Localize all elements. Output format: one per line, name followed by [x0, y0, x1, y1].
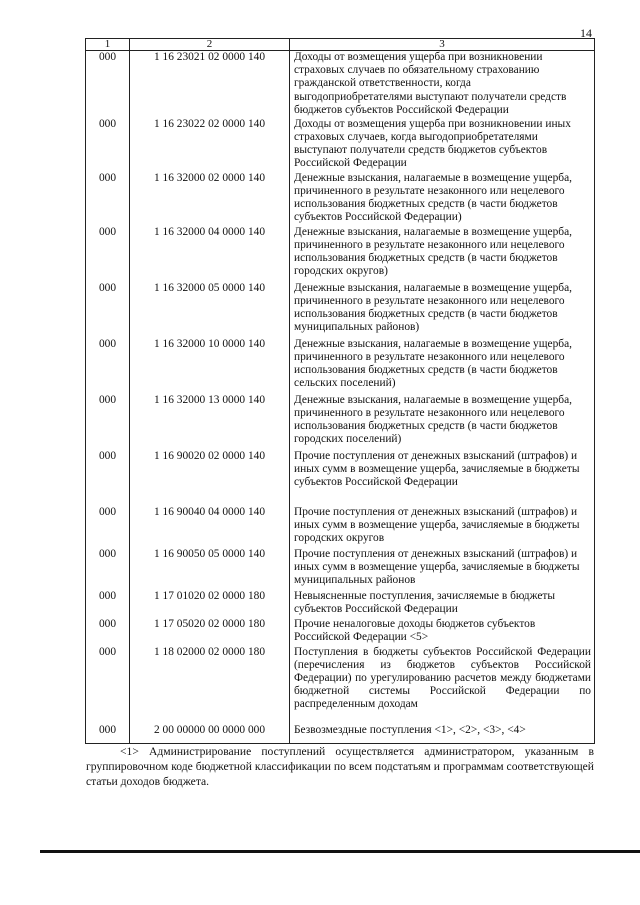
- table-row: [86, 282, 595, 338]
- income-description: Поступления в бюджеты субъектов Российской Федерации (перечисления из бюджетов субъектов Российской Федерации) по урегулированию расчетов между бюджетами бюджетной системы Российской Федерации по распределенным доходам: [290, 646, 595, 724]
- income-description: Прочие поступления от денежных взысканий (штрафов) и иных сумм в возмещение ущерба, зачисляемые в бюджеты городских округов: [290, 506, 595, 548]
- budget-classification-table: [85, 38, 595, 744]
- admin-code: 000: [86, 506, 130, 548]
- table-row: [86, 172, 595, 226]
- admin-code: 000: [86, 51, 130, 118]
- admin-code: 000: [86, 590, 130, 618]
- income-description: Доходы от возмещения ущерба при возникновении страховых случаев по обязательному страхованию гражданской ответственности, когда выгодоприобретателями выступают получатели средств бюджетов субъектов Российской Федерации: [290, 51, 595, 118]
- table-row: [86, 506, 595, 548]
- table-row: [86, 450, 595, 506]
- income-description: Прочие поступления от денежных взысканий (штрафов) и иных сумм в возмещение ущерба, зачисляемые в бюджеты муниципальных районов: [290, 548, 595, 590]
- column-header-1: 1: [86, 39, 130, 51]
- income-description: Денежные взыскания, налагаемые в возмещение ущерба, причиненного в результате незаконного или нецелевого использования бюджетных средств (в части бюджетов субъектов Российской Федерации): [290, 172, 595, 226]
- classification-code: 2 00 00000 00 0000 000: [130, 724, 290, 744]
- table-row: [86, 226, 595, 282]
- admin-code: 000: [86, 118, 130, 172]
- classification-code: 1 17 01020 02 0000 180: [130, 590, 290, 618]
- admin-code: 000: [86, 338, 130, 394]
- classification-code: 1 16 90020 02 0000 140: [130, 450, 290, 506]
- page-number: 14: [580, 26, 592, 40]
- admin-code: 000: [86, 724, 130, 744]
- column-header-2: 2: [130, 39, 290, 51]
- admin-code: 000: [86, 282, 130, 338]
- income-description: Безвозмездные поступления <1>, <2>, <3>, <4>: [290, 724, 595, 744]
- classification-code: 1 16 23021 02 0000 140: [130, 51, 290, 118]
- classification-code: 1 18 02000 02 0000 180: [130, 646, 290, 724]
- classification-code: 1 16 32000 13 0000 140: [130, 394, 290, 450]
- table-row: [86, 394, 595, 450]
- bottom-rule: [40, 850, 640, 853]
- table-row: [86, 118, 595, 172]
- income-description: Денежные взыскания, налагаемые в возмещение ущерба, причиненного в результате незаконного или нецелевого использования бюджетных средств (в части бюджетов сельских поселений): [290, 338, 595, 394]
- classification-code: 1 16 32000 10 0000 140: [130, 338, 290, 394]
- income-description: Невыясненные поступления, зачисляемые в бюджеты субъектов Российской Федерации: [290, 590, 595, 618]
- income-description: Прочие поступления от денежных взысканий (штрафов) и иных сумм в возмещение ущерба, зачисляемые в бюджеты субъектов Российской Федерации: [290, 450, 595, 506]
- admin-code: 000: [86, 172, 130, 226]
- table-row: [86, 590, 595, 618]
- classification-code: 1 16 23022 02 0000 140: [130, 118, 290, 172]
- admin-code: 000: [86, 548, 130, 590]
- footnote: <1> Администрирование поступлений осуществляется администратором, указанным в группировочном коде бюджетной классификации по всем подстатьям и программам соответствующей статьи доходов бюджета.: [86, 745, 594, 788]
- classification-code: 1 16 32000 05 0000 140: [130, 282, 290, 338]
- classification-code: 1 16 90040 04 0000 140: [130, 506, 290, 548]
- admin-code: 000: [86, 394, 130, 450]
- admin-code: 000: [86, 618, 130, 646]
- income-description: Прочие неналоговые доходы бюджетов субъектов Российской Федерации <5>: [290, 618, 595, 646]
- table-row: [86, 51, 595, 118]
- table-row: [86, 724, 595, 744]
- table-row: [86, 618, 595, 646]
- income-description: Денежные взыскания, налагаемые в возмещение ущерба, причиненного в результате незаконного или нецелевого использования бюджетных средств (в части бюджетов муниципальных районов): [290, 282, 595, 338]
- table-header-row: [86, 39, 595, 51]
- classification-code: 1 16 32000 04 0000 140: [130, 226, 290, 282]
- classification-code: 1 16 32000 02 0000 140: [130, 172, 290, 226]
- income-description: Денежные взыскания, налагаемые в возмещение ущерба, причиненного в результате незаконного или нецелевого использования бюджетных средств (в части бюджетов городских поселений): [290, 394, 595, 450]
- classification-code: 1 17 05020 02 0000 180: [130, 618, 290, 646]
- classification-code: 1 16 90050 05 0000 140: [130, 548, 290, 590]
- table-row: [86, 646, 595, 724]
- income-description: Денежные взыскания, налагаемые в возмещение ущерба, причиненного в результате незаконного или нецелевого использования бюджетных средств (в части бюджетов городских округов): [290, 226, 595, 282]
- column-header-3: 3: [290, 39, 595, 51]
- admin-code: 000: [86, 450, 130, 506]
- admin-code: 000: [86, 226, 130, 282]
- table-row: [86, 548, 595, 590]
- admin-code: 000: [86, 646, 130, 724]
- table-row: [86, 338, 595, 394]
- income-description: Доходы от возмещения ущерба при возникновении иных страховых случаев, когда выгодоприобретателями выступают получатели средств бюджетов субъектов Российской Федерации: [290, 118, 595, 172]
